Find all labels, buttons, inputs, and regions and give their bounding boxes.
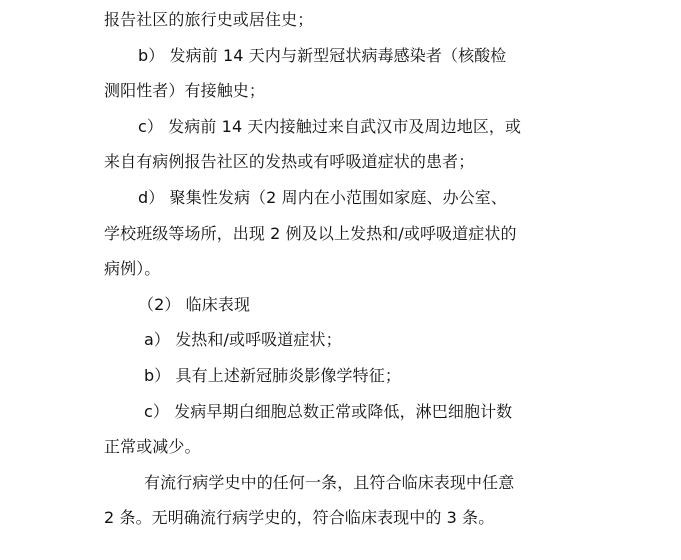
criterion-b-line-1: b） 发病前 14 天内与新型冠状病毒感染者（核酸检 <box>138 45 507 65</box>
criterion-c-line-2: 来自有病例报告社区的发热或有呼吸道症状的患者； <box>104 152 475 172</box>
clinical-item-c-line-2: 正常或减少。 <box>104 437 201 457</box>
conclusion-line-1: 有流行病学史中的任何一条，且符合临床表现中任意 <box>144 472 515 492</box>
criterion-d-line-2: 学校班级等场所，出现 2 例及以上发热和/或呼吸道症状的 <box>104 223 517 243</box>
criterion-c-line-1: c） 发病前 14 天内接触过来自武汉市及周边地区，或 <box>138 116 522 136</box>
clinical-item-c-line-1: c） 发病早期白细胞总数正常或降低，淋巴细胞计数 <box>144 401 513 421</box>
criterion-d-line-1: d） 聚集性发病（2 周内在小范围如家庭、办公室、 <box>138 187 508 207</box>
document-text-block <box>104 2 580 536</box>
clinical-item-a: a） 发热和/或呼吸道症状； <box>144 330 342 350</box>
section-heading-clinical: （2） 临床表现 <box>138 294 251 314</box>
clinical-item-b: b） 具有上述新冠肺炎影像学特征； <box>144 365 401 385</box>
criterion-d-line-3: 病例）。 <box>104 259 161 279</box>
conclusion-line-2: 2 条。无明确流行病学史的，符合临床表现中的 3 条。 <box>104 508 495 528</box>
criterion-b-line-2: 测阳性者）有接触史； <box>104 81 266 101</box>
text-line-continuation: 报告社区的旅行史或居住史； <box>104 10 314 29</box>
